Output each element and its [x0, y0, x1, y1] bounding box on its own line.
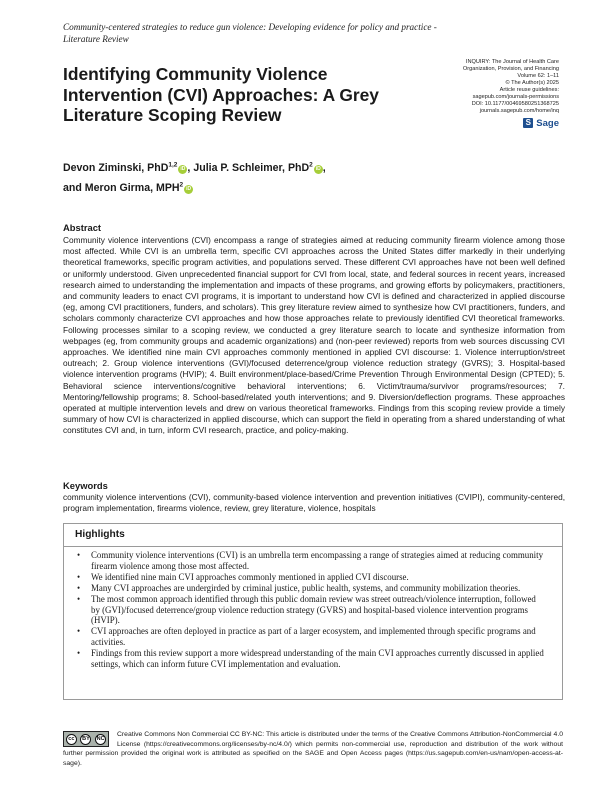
article-title: Identifying Community Violence Intervention (CVI) Approaches: A Grey Literature Scoping Review [63, 64, 379, 125]
journal-info-line: Organization, Provision, and Financing [462, 66, 559, 72]
license-notice [63, 730, 563, 768]
orcid-icon[interactable]: iD [315, 165, 321, 172]
sage-wordmark: Sage [536, 117, 559, 129]
author-name: Julia P. Schleimer, PhD [193, 161, 310, 174]
highlight-item: • CVI approaches are often deployed in practice as part of a larger ecosystem, and implemented through specific programs and activities. [76, 626, 546, 648]
keywords-heading: Keywords [63, 480, 108, 491]
journal-info [409, 59, 559, 128]
journal-info-line: journals.sagepub.com/home/inq [479, 108, 559, 114]
orcid-icon[interactable]: iD [186, 186, 192, 193]
highlight-item: • Findings from this review support a more widespread understanding of the main CVI approaches currently discussed in applied settings, which can inform future CVI implementation and evaluation. [76, 648, 546, 670]
cc-by-nc-badge[interactable] [63, 731, 109, 747]
nc-icon: NC [95, 734, 106, 745]
highlight-item: • Many CVI approaches are undergirded by criminal justice, public health, systems, and community mobilization theories. [76, 583, 546, 594]
journal-info-line: sagepub.com/journals-permissions [472, 94, 559, 100]
highlight-item: • The most common approach identified through this public domain review was street outreach/violence interruption, followed by (GVI)/focused deterrence/group violence reduction strategy (GVRS) and hospital-based violence intervention programs (HVIP). [76, 594, 546, 627]
highlights-divider [64, 546, 562, 547]
abstract-heading: Abstract [63, 222, 102, 233]
license-text: Creative Commons Non Commercial CC BY-NC: This article is distributed under the terms of the Creative Commons Attribution-NonCommercial 4.0 License (https://creativecommons.org/licenses/by-nc/4.0/) which permits non-commercial use, reproduction and distribution of the work without further permission provided the original work is attributed as specified on the SAGE and Open Access pages (https://us.sagepub.com/en-us/nam/open-access-at-sage). [63, 731, 563, 767]
author-3 [63, 182, 193, 194]
journal-info-line: INQUIRY: The Journal of Health Care [465, 59, 559, 65]
author-affiliation: 2 [309, 161, 313, 168]
author-separator: , [187, 161, 191, 174]
journal-info-line: © The Author(s) 2025 [505, 80, 559, 86]
highlights-box [63, 523, 563, 700]
running-head: Community-centered strategies to reduce gun violence: Developing evidence for policy and practice - Literature Review [63, 22, 437, 44]
highlight-item: • We identified nine main CVI approaches commonly mentioned in applied CVI discourse. [76, 572, 546, 583]
author-affiliation: 1,2 [168, 161, 178, 168]
abstract-text: Community violence interventions (CVI) encompass a range of strategies aimed at reducing community firearm violence among those most affected. While CVI is an umbrella term, specific CVI approaches across the United States differ markedly in their underlying theoretical frameworks, specific program activities, and populations served. These different CVI approaches have not been well defined or uniformly understood. Given unprecedented financial support for CVI from local, state, and federal sources in recent years, increased research aimed to understanding the implementation and impacts of these programs, and growing efforts by policymakers, practitioners, and community leaders to enact CVI programs, it is important to understand how CVI is defined and characterized in applied discourse (eg, among CVI practitioners, funders, and scholars). This grey literature review aimed to synthesize how CVI practitioners, funders, and scholars commonly characterize CVI approaches and how those approaches relate to previously identified CVI theoretical frameworks. Following processes similar to a scoping review, we conducted a grey literature search to locate and synthesize information from webpages (eg, from community groups and academic organizations) and (non-peer reviewed) reports from web sources discussing CVI approaches. We identified nine main CVI approaches commonly mentioned in applied CVI discourse: 1. Violence interruption/street outreach; 2. Group violence interventions (GVI)/focused deterrence/group violence reduction strategy (GVRS); 3. Hospital-based violence intervention programs (HVIP); 4. Built environment/place-based/Crime Prevention Through Environmental Design (CPTED); 5. Behavioral science interventions/cognitive behavioral interventions; 6. Victim/trauma/survivor programs/resources; 7. Mentoring/fellowship programs; 8. School-based/related youth interventions; and 9. Diversion/deflection programs. These approaches operated at multiple intervention levels and drew on various theoretical frameworks. Findings from this scoping review provide a timely summary of how CVI is characterized in applied discourse, which can support the field in operating from a shared understanding of what constitutes CVI and, in turn, inform CVI research, practice, and policy-making. [63, 235, 565, 436]
highlight-item: • Community violence interventions (CVI) is an umbrella term encompassing a range of strategies aimed at reducing community firearm violence among those most affected. [76, 550, 546, 572]
sage-icon: S [523, 118, 533, 128]
author-1 [63, 162, 190, 174]
by-icon: BY [80, 734, 91, 745]
highlights-list [76, 550, 546, 670]
journal-info-line: Article reuse guidelines: [499, 87, 559, 93]
journal-info-line: Volume 62: 1–11 [517, 73, 559, 79]
highlights-heading: Highlights [75, 529, 125, 540]
cc-icon: cc [66, 734, 77, 745]
keywords-text: community violence interventions (CVI), community-based violence intervention and prevention initiatives (CVIPI), community-centered, program implementation, firearms violence, review, grey literature, violence, hospitals [63, 492, 565, 514]
author-affiliation: 2 [179, 181, 184, 189]
author-name: Devon Ziminski, PhD [63, 161, 169, 174]
author-name: and Meron Girma, MPH [63, 182, 180, 195]
orcid-icon[interactable]: iD [180, 165, 186, 172]
author-separator: , [322, 161, 326, 174]
sage-logo [409, 118, 559, 128]
journal-info-line: DOI: 10.1177/00469580251368725 [471, 101, 559, 107]
author-list [63, 156, 423, 197]
author-2 [193, 162, 325, 174]
